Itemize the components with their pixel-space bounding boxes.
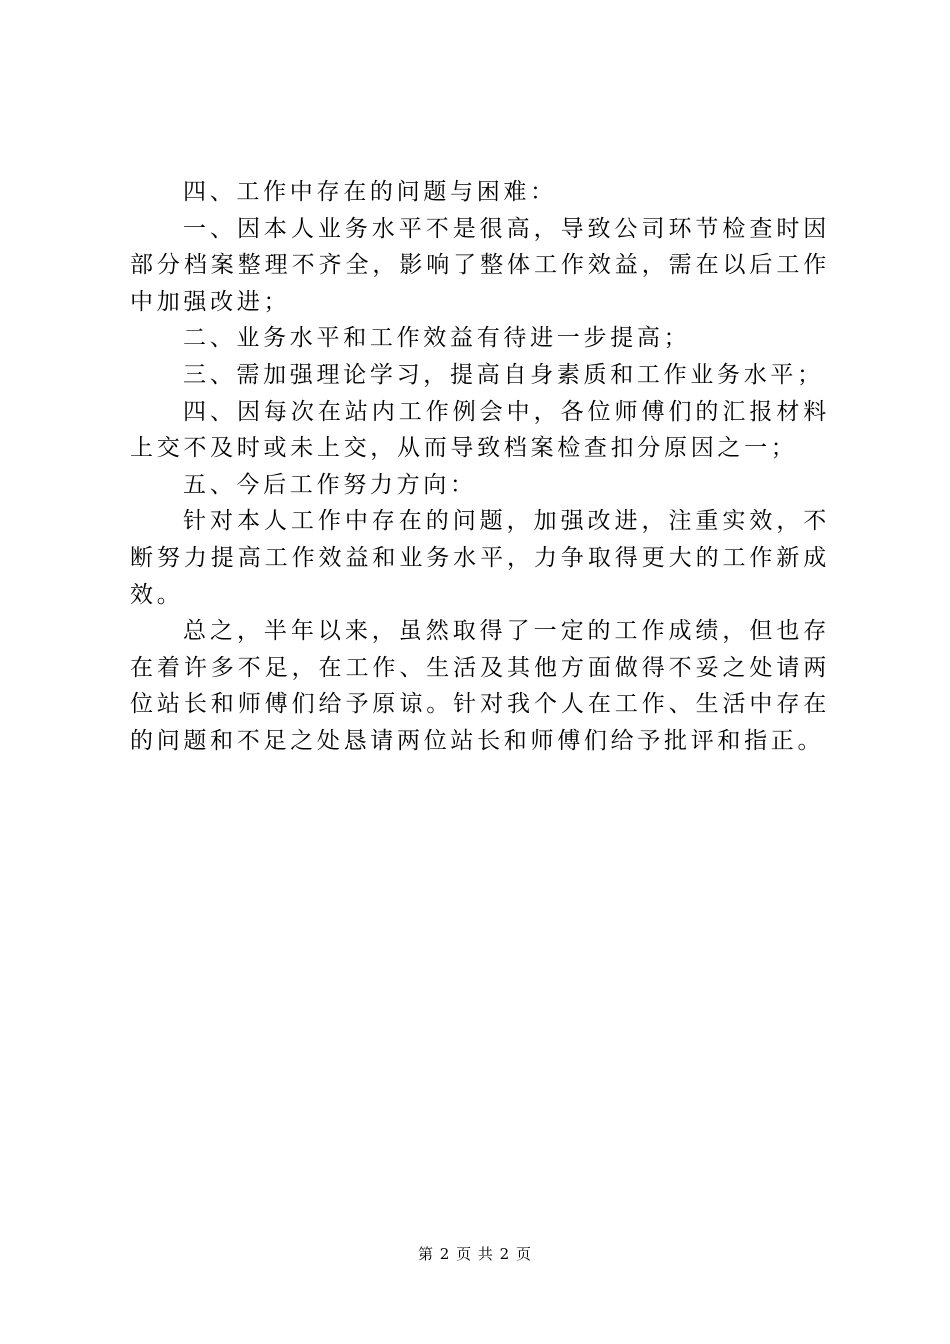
conclusion-paragraph: 总之，半年以来，虽然取得了一定的工作成绩，但也存在着许多不足，在工作、生活及其他方面做得不妥之处请两位站长和师傅们给予原谅。针对我个人在工作、生活中存在的问题和不足之处恳请两位站长和师傅们给予批评和指正。 xyxy=(130,618,830,754)
section-heading-direction: 五、今后工作努力方向： xyxy=(183,471,477,498)
list-item: 三、需加强理论学习，提高自身素质和工作业务水平； xyxy=(183,361,824,388)
page-footer: 第 2 页 共 2 页 xyxy=(418,1245,532,1263)
list-item: 一、因本人业务水平不是很高，导致公司环节检查时因部分档案整理不齐全，影响了整体工作效益，需在以后工作中加强改进； xyxy=(130,215,830,315)
list-item: 二、业务水平和工作效益有待进一步提高； xyxy=(183,325,691,352)
document-body xyxy=(130,174,830,760)
list-item: 四、因每次在站内工作例会中，各位师傅们的汇报材料上交不及时或未上交，从而导致档案检查扣分原因之一； xyxy=(130,398,830,462)
paragraph: 针对本人工作中存在的问题，加强改进，注重实效，不断努力提高工作效益和业务水平，力争取得更大的工作新成效。 xyxy=(130,508,830,608)
section-heading-problems: 四、工作中存在的问题与困难： xyxy=(183,179,557,205)
